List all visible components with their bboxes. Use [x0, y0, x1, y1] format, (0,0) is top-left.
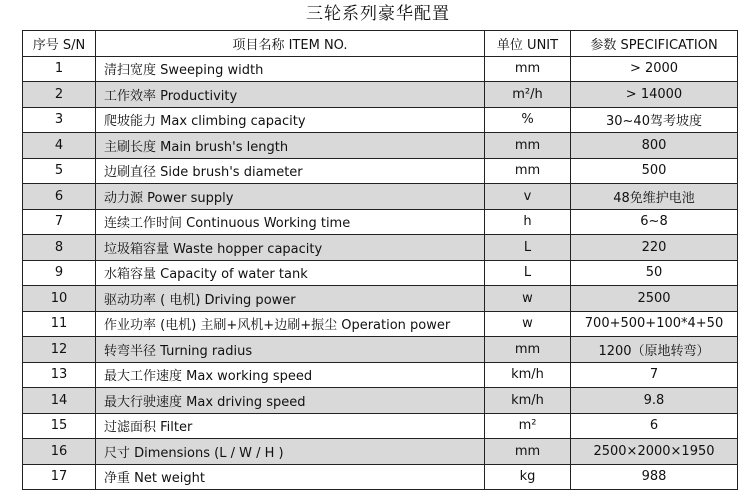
cell-unit: w — [485, 311, 571, 337]
cell-unit: mm — [485, 337, 571, 363]
cell-unit: m²/h — [485, 82, 571, 108]
cell-unit: mm — [485, 158, 571, 184]
cell-unit: kg — [485, 464, 571, 490]
cell-item-name: 动力源 Power supply — [96, 184, 485, 210]
table-row — [23, 158, 738, 184]
cell-specification: 700+500+100*4+50 — [571, 311, 738, 337]
table-row — [23, 235, 738, 261]
specification-table — [22, 30, 738, 490]
cell-specification: > 2000 — [571, 56, 738, 82]
table-row — [23, 82, 738, 108]
cell-item-name: 过滤面积 Filter — [96, 413, 485, 439]
table-row — [23, 184, 738, 210]
table-row — [23, 311, 738, 337]
header-item-name: 项目名称 ITEM NO. — [96, 31, 485, 57]
table-row — [23, 388, 738, 414]
cell-specification: 800 — [571, 133, 738, 159]
cell-serial-number: 8 — [23, 235, 96, 261]
cell-unit: v — [485, 184, 571, 210]
cell-specification: 220 — [571, 235, 738, 261]
header-unit: 单位 UNIT — [485, 31, 571, 57]
cell-item-name: 最大行驶速度 Max driving speed — [96, 388, 485, 414]
cell-item-name: 尺寸 Dimensions (L / W / H ) — [96, 439, 485, 465]
cell-serial-number: 14 — [23, 388, 96, 414]
table-row — [23, 439, 738, 465]
cell-item-name: 主刷长度 Main brush's length — [96, 133, 485, 159]
cell-serial-number: 5 — [23, 158, 96, 184]
cell-unit: m² — [485, 413, 571, 439]
cell-item-name: 作业功率 (电机) 主刷+风机+边刷+振尘 Operation power — [96, 311, 485, 337]
table-row — [23, 56, 738, 82]
cell-serial-number: 10 — [23, 286, 96, 312]
cell-specification: > 14000 — [571, 82, 738, 108]
cell-serial-number: 12 — [23, 337, 96, 363]
cell-serial-number: 9 — [23, 260, 96, 286]
table-row — [23, 133, 738, 159]
cell-specification: 2500×2000×1950 — [571, 439, 738, 465]
cell-specification: 48免维护电池 — [571, 184, 738, 210]
page-title: 三轮系列豪华配置 — [306, 4, 450, 24]
cell-specification: 6~8 — [571, 209, 738, 235]
cell-unit: mm — [485, 133, 571, 159]
cell-specification: 50 — [571, 260, 738, 286]
cell-unit: w — [485, 286, 571, 312]
cell-item-name: 工作效率 Productivity — [96, 82, 485, 108]
cell-unit: km/h — [485, 362, 571, 388]
cell-item-name: 最大工作速度 Max working speed — [96, 362, 485, 388]
cell-specification: 1200（原地转弯） — [571, 337, 738, 363]
cell-unit: km/h — [485, 388, 571, 414]
table-row — [23, 260, 738, 286]
cell-specification: 500 — [571, 158, 738, 184]
header-serial-number: 序号 S/N — [23, 31, 96, 57]
header-specification: 参数 SPECIFICATION — [571, 31, 738, 57]
cell-serial-number: 4 — [23, 133, 96, 159]
cell-specification: 2500 — [571, 286, 738, 312]
cell-unit: mm — [485, 439, 571, 465]
cell-item-name: 爬坡能力 Max climbing capacity — [96, 107, 485, 133]
cell-unit: h — [485, 209, 571, 235]
table-row — [23, 413, 738, 439]
cell-item-name: 连续工作时间 Continuous Working time — [96, 209, 485, 235]
cell-item-name: 清扫宽度 Sweeping width — [96, 56, 485, 82]
cell-serial-number: 13 — [23, 362, 96, 388]
cell-specification: 9.8 — [571, 388, 738, 414]
cell-serial-number: 6 — [23, 184, 96, 210]
cell-serial-number: 16 — [23, 439, 96, 465]
table-row — [23, 107, 738, 133]
table-row — [23, 362, 738, 388]
cell-serial-number: 17 — [23, 464, 96, 490]
table-row — [23, 209, 738, 235]
cell-item-name: 边刷直径 Side brush's diameter — [96, 158, 485, 184]
table-row — [23, 286, 738, 312]
cell-specification: 7 — [571, 362, 738, 388]
cell-item-name: 垃圾箱容量 Waste hopper capacity — [96, 235, 485, 261]
table-row — [23, 464, 738, 490]
table-row — [23, 337, 738, 363]
cell-item-name: 驱动功率 ( 电机) Driving power — [96, 286, 485, 312]
cell-serial-number: 2 — [23, 82, 96, 108]
cell-serial-number: 1 — [23, 56, 96, 82]
cell-unit: % — [485, 107, 571, 133]
table-body — [23, 56, 738, 490]
cell-serial-number: 3 — [23, 107, 96, 133]
cell-unit: mm — [485, 56, 571, 82]
cell-unit: L — [485, 235, 571, 261]
cell-specification: 30~40驾考坡度 — [571, 107, 738, 133]
cell-item-name: 转弯半径 Turning radius — [96, 337, 485, 363]
cell-serial-number: 15 — [23, 413, 96, 439]
cell-serial-number: 11 — [23, 311, 96, 337]
cell-specification: 6 — [571, 413, 738, 439]
cell-serial-number: 7 — [23, 209, 96, 235]
cell-unit: L — [485, 260, 571, 286]
cell-item-name: 净重 Net weight — [96, 464, 485, 490]
table-header-row — [23, 31, 738, 57]
cell-specification: 988 — [571, 464, 738, 490]
cell-item-name: 水箱容量 Capacity of water tank — [96, 260, 485, 286]
